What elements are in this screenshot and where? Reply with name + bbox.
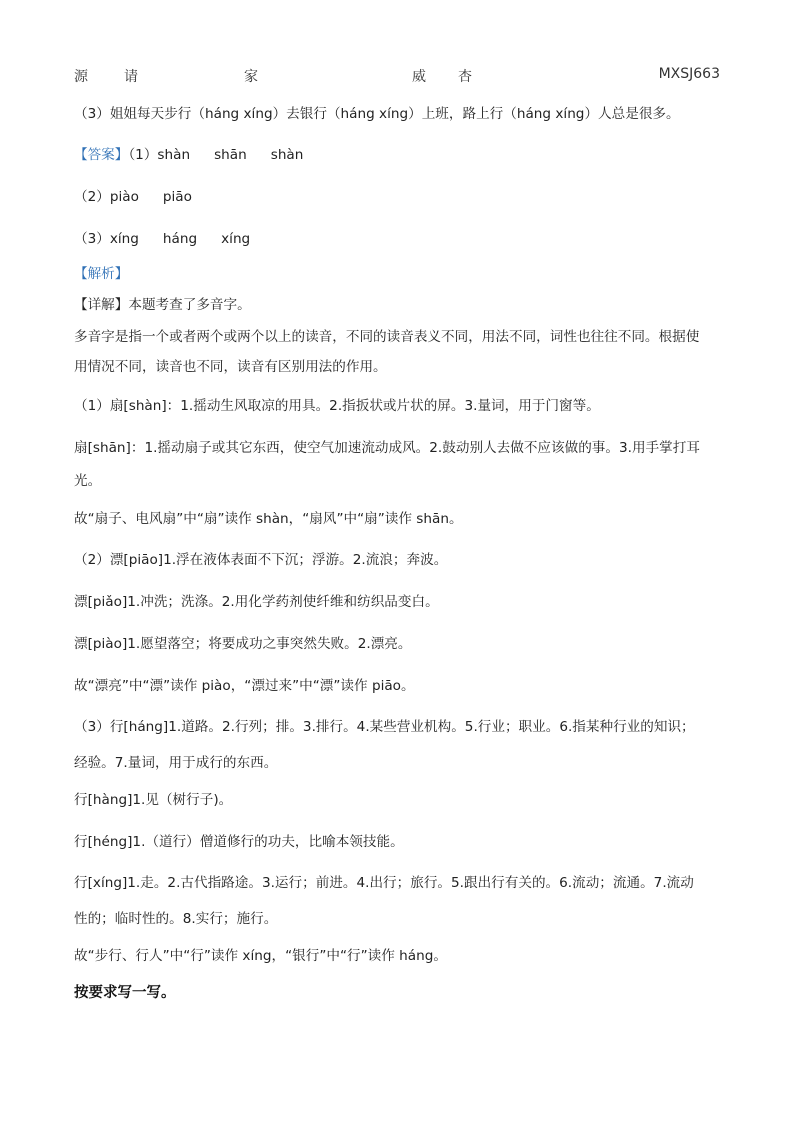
- answer-line-2: [74, 187, 724, 207]
- answer-1-prefix: （1）: [128, 147, 158, 163]
- answer-3-prefix: （3）: [74, 231, 110, 247]
- section-1-c: 故“扇子、电风扇”中“扇”读作 shàn，“扇风”中“扇”读作 shān。: [74, 511, 463, 527]
- answer-1-b: shān: [214, 147, 247, 163]
- analysis-tag: 【解析】: [74, 266, 129, 282]
- section-3-a2: 经验。7.量词，用于成行的东西。: [74, 755, 278, 771]
- section-1-b1: 扇[shān]：1.摇动扇子或其它东西，使空气加速流动成风。2.鼓动别人去做不应该做的事。3.用手掌打耳: [74, 440, 700, 456]
- answer-3-c: xíng: [221, 231, 251, 247]
- header-char-3: 家: [244, 69, 258, 85]
- answer-tag: 【答案】: [74, 147, 129, 163]
- answer-line-1: [74, 145, 724, 165]
- analysis-intro-2: 用情况不同，读音也不同，读音有区别用法的作用。: [74, 359, 387, 375]
- header-char-2: 请: [124, 69, 138, 85]
- section-2-d: 故“漂亮”中“漂”读作 piào，“漂过来”中“漂”读作 piāo。: [74, 678, 415, 694]
- section-3-d2: 性的；临时性的。8.实行；施行。: [74, 911, 278, 927]
- header-char-4: 威: [412, 69, 426, 85]
- header-code: MXSJ663: [658, 66, 720, 82]
- header-char-5: 杏: [458, 69, 472, 85]
- answer-line-3: [74, 229, 724, 249]
- section-3-a1: （3）行[háng]1.道路。2.行列；排。3.排行。4.某些营业机构。5.行业；职业。6.指某种行业的知识；: [74, 719, 695, 735]
- section-3-b: 行[hàng]1.见（树行子)。: [74, 792, 233, 808]
- page-header: [74, 66, 720, 88]
- question-3: （3）姐姐每天步行（háng xíng）去银行（háng xíng）上班，路上行（háng xíng）人总是很多。: [74, 106, 680, 122]
- header-char-1: 源: [74, 69, 88, 85]
- answer-1-a: shàn: [157, 147, 191, 163]
- analysis-detail: 【详解】本题考查了多音字。: [74, 297, 251, 313]
- answer-2-prefix: （2）: [74, 189, 110, 205]
- section-2-a: （2）漂[piāo]1.浮在液体表面不下沉；浮游。2.流浪；奔波。: [74, 552, 448, 568]
- analysis-intro-1: 多音字是指一个或者两个或两个以上的读音，不同的读音表义不同，用法不同，词性也往往不同。根据使: [74, 329, 700, 345]
- section-3-e: 故“步行、行人”中“行”读作 xíng，“银行”中“行”读作 háng。: [74, 948, 447, 964]
- answer-2-b: piāo: [162, 189, 192, 205]
- answer-3-b: háng: [162, 231, 198, 247]
- section-2-c: 漂[piào]1.愿望落空；将要成功之事突然失败。2.漂亮。: [74, 636, 412, 652]
- section-2-b: 漂[piǎo]1.冲洗；洗涤。2.用化学药剂使纤维和纺织品变白。: [74, 594, 439, 610]
- answer-1-c: shàn: [270, 147, 304, 163]
- section-1-b2: 光。: [74, 473, 102, 489]
- section-1-a: （1）扇[shàn]：1.摇动生风取凉的用具。2.指扳状或片状的屏。3.量词，用于门窗等。: [74, 398, 600, 414]
- next-section-heading: 按要求写一写。: [74, 985, 176, 1001]
- section-3-c: 行[héng]1.（道行）僧道修行的功夫，比喻本领技能。: [74, 834, 404, 850]
- answer-2-a: piào: [109, 189, 139, 205]
- section-3-d1: 行[xíng]1.走。2.古代指路途。3.运行；前进。4.出行；旅行。5.跟出行有关的。6.流动；流通。7.流动: [74, 875, 694, 891]
- answer-3-a: xíng: [109, 231, 139, 247]
